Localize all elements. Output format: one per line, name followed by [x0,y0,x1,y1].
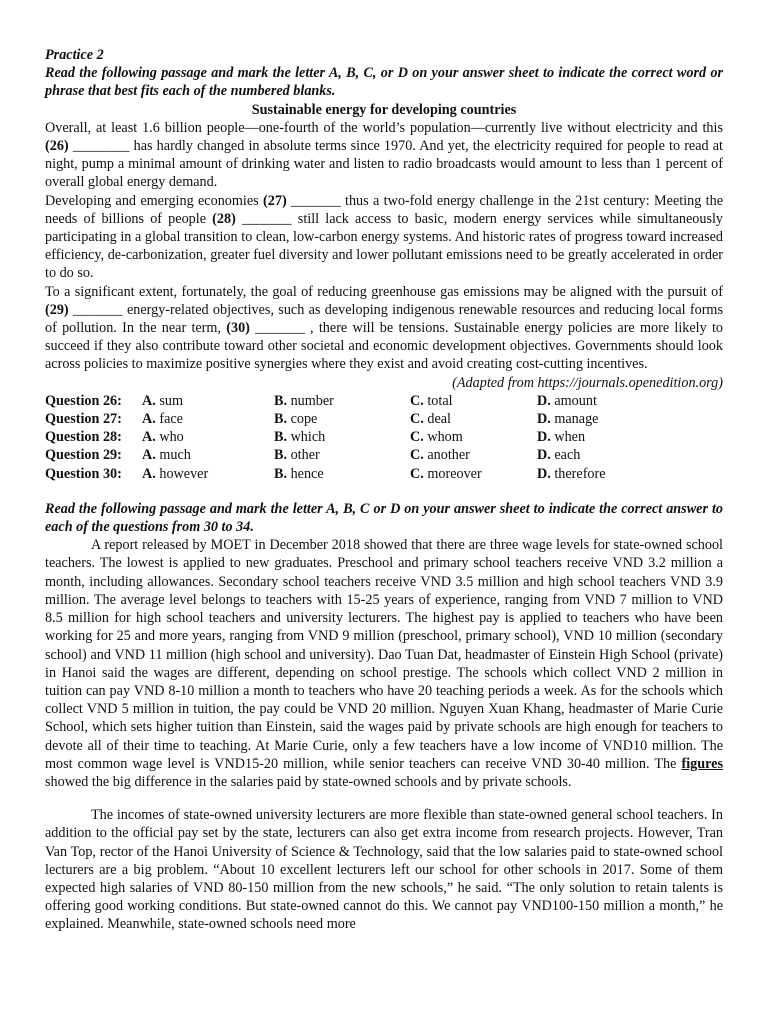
passage1-paragraph-2: Developing and emerging economies (27) _______ thus a two-fold energy challenge in the 21st century: Meeting the needs of billions of people (28) _______ still lack access to basic, modern energy services while simultaneously participating in a global transition to clean, low-carbon energy systems. And historic rates of progress toward increased efficiency, de-carbonization, greater fuel diversity and lower pollutant emissions need to be greatly accelerated in order to do so. [45,192,724,282]
option-letter: B. [274,429,288,446]
option-text: hence [290,465,324,482]
option-letter: A. [142,429,156,446]
option-text: other [290,447,320,464]
question-row [45,465,687,483]
option-letter: C. [410,429,424,446]
option-letter: C. [410,447,424,464]
question-label: Question 28: [45,429,122,446]
option-text: moreover [427,465,482,482]
paragraph-gap [45,791,723,806]
option-a [142,410,274,428]
option-text: manage [554,411,599,428]
reading-paragraph-1: A report released by MOET in December 2018 showed that there are three wage levels for state-owned school teachers. The lowest is applied to new graduates. Preschool and primary school teachers receive VND 3.2 million a month, including allowances. Secondary school teachers receive VND 3.5 million and high school teachers VND 3.9 million. The average level belongs to teachers with 15-25 years of experience, ranging from VND 7 million to VND 8.5 million for high school teachers and university lecturers. The highest pay is applied to teachers who have been working for 25 and more years, ranging from VND 9 million (preschool, primary school), VND 10 million (secondary school) and VND 11 million (high school and university). Dao Tuan Dat, headmaster of Einstein High School (private) in Hanoi said the wages are different, depending on school prestige. The schools which collect VND 2 million in tuition can pay VND 8-10 million a month to teachers who have 20 teaching periods a week. As for the schools which collect VND 5 million in tuition, the pay could be VND 20 million. Nguyen Xuan Khang, headmaster of Marie Curie School, which sets higher tuition than Einstein, said the wages paid by private schools are high enough for teachers to devote all of their time to teaching. At Marie Curie, only a few teachers have a low income of VND10 million. The most common wage level is VND15-20 million, while senior teachers can receive VND 30-40 million. The figures showed the big difference in the salaries paid by state-owned schools and by private schools. [45,537,723,790]
option-b [274,392,410,410]
option-d [537,465,687,483]
option-c [410,392,537,410]
option-c [410,446,537,464]
option-text: when [554,429,586,446]
option-letter: C. [410,392,424,409]
option-letter: A. [142,411,156,428]
blank-30-number: (30) [226,320,250,337]
option-text: total [427,392,453,409]
instruction-cloze: Read the following passage and mark the letter A, B, C, or D on your answer sheet to indicate the correct word or phrase that best fits each of the numbered blanks. [45,65,723,100]
option-letter: B. [274,465,288,482]
option-letter: A. [142,392,156,409]
option-letter: C. [410,411,424,428]
question-label: Question 26: [45,392,122,409]
option-d [537,446,687,464]
option-text: face [159,411,183,428]
source-citation: (Adapted from https://journals.openedition.org) [452,374,723,391]
option-text: number [290,392,334,409]
figures-word: figures [681,755,723,772]
option-d [537,410,687,428]
option-text: deal [427,411,451,428]
option-b [274,410,410,428]
option-text: much [159,447,191,464]
option-text: each [554,447,581,464]
option-c [410,428,537,446]
option-text: which [290,429,326,446]
question-label: Question 27: [45,411,122,428]
question-row [45,446,687,464]
option-letter: B. [274,411,288,428]
questions-table [45,392,687,483]
question-row [45,428,687,446]
option-c [410,410,537,428]
blank-26-number: (26) [45,138,69,155]
option-text: another [427,447,470,464]
option-a [142,465,274,483]
option-text: amount [554,392,597,409]
practice-label: Practice 2 [45,47,104,63]
question-row [45,410,687,428]
option-text: therefore [554,465,606,482]
question-row [45,392,687,410]
option-letter: B. [274,447,288,464]
question-label: Question 30: [45,465,122,482]
option-letter: D. [537,447,551,464]
option-a [142,446,274,464]
option-letter: D. [537,392,551,409]
option-c [410,465,537,483]
question-label: Question 29: [45,447,122,464]
option-letter: A. [142,447,156,464]
blank-29-number: (29) [45,301,69,318]
passage1-paragraph-3: To a significant extent, fortunately, the goal of reducing greenhouse gas emissions may be aligned with the pursuit of (29) _______ energy-related objectives, such as developing indigenous renewable resources and reducing local forms of pollution. In the near term, (30) _______ , there will be tensions. Sustainable energy policies are more likely to succeed if they also contribute toward other societal and economic development objectives. Governments should look across policies to maximize positive synergies where they exist and avoid creating cost-cutting incentives. [45,283,723,373]
option-text: who [159,429,184,446]
option-b [274,428,410,446]
passage-title: Sustainable energy for developing countries [251,101,517,118]
option-text: cope [290,411,318,428]
option-text: sum [159,392,183,409]
option-a [142,428,274,446]
option-b [274,465,410,483]
option-letter: A. [142,465,156,482]
option-letter: C. [410,465,424,482]
option-letter: D. [537,465,551,482]
option-a [142,392,274,410]
blank-27-number: (27) [263,192,287,209]
document-page [45,46,723,934]
section-gap [45,483,723,500]
passage1-paragraph-1: Overall, at least 1.6 billion people—one-fourth of the world’s population—currently live without electricity and this (26) ________ has hardly changed in absolute terms since 1970. And yet, the electricity required for people to read at night, pump a minimal amount of drinking water and listen to radio broadcasts would amount to less than 1 percent of overall global energy demand. [45,119,723,191]
blank-28-number: (28) [212,210,236,227]
option-text: whom [427,429,463,446]
option-text: however [159,465,209,482]
option-b [274,446,410,464]
option-d [537,428,687,446]
option-letter: D. [537,429,551,446]
option-letter: D. [537,411,551,428]
option-letter: B. [274,392,288,409]
reading-paragraph-2: The incomes of state-owned university lecturers are more flexible than state-owned general school teachers. In addition to the official pay set by the state, lecturers can also get extra income from research projects. However, Tran Van Top, rector of the Hanoi University of Science & Technology, said that the low salaries paid to state-owned school lecturers are a big problem. “About 10 excellent lecturers left our school for other schools in 2017. Some of them expected high salaries of VND 80-150 million from the new schools,” he said. “The only solution to retain talents is offering good working conditions. But state-owned cannot do this. We cannot pay VND100-150 million a month,” he explained. Meanwhile, state-owned schools need more [45,807,723,933]
instruction-reading: Read the following passage and mark the letter A, B, C or D on your answer sheet to indicate the correct answer to each of the questions from 30 to 34. [45,500,723,536]
option-d [537,392,687,410]
